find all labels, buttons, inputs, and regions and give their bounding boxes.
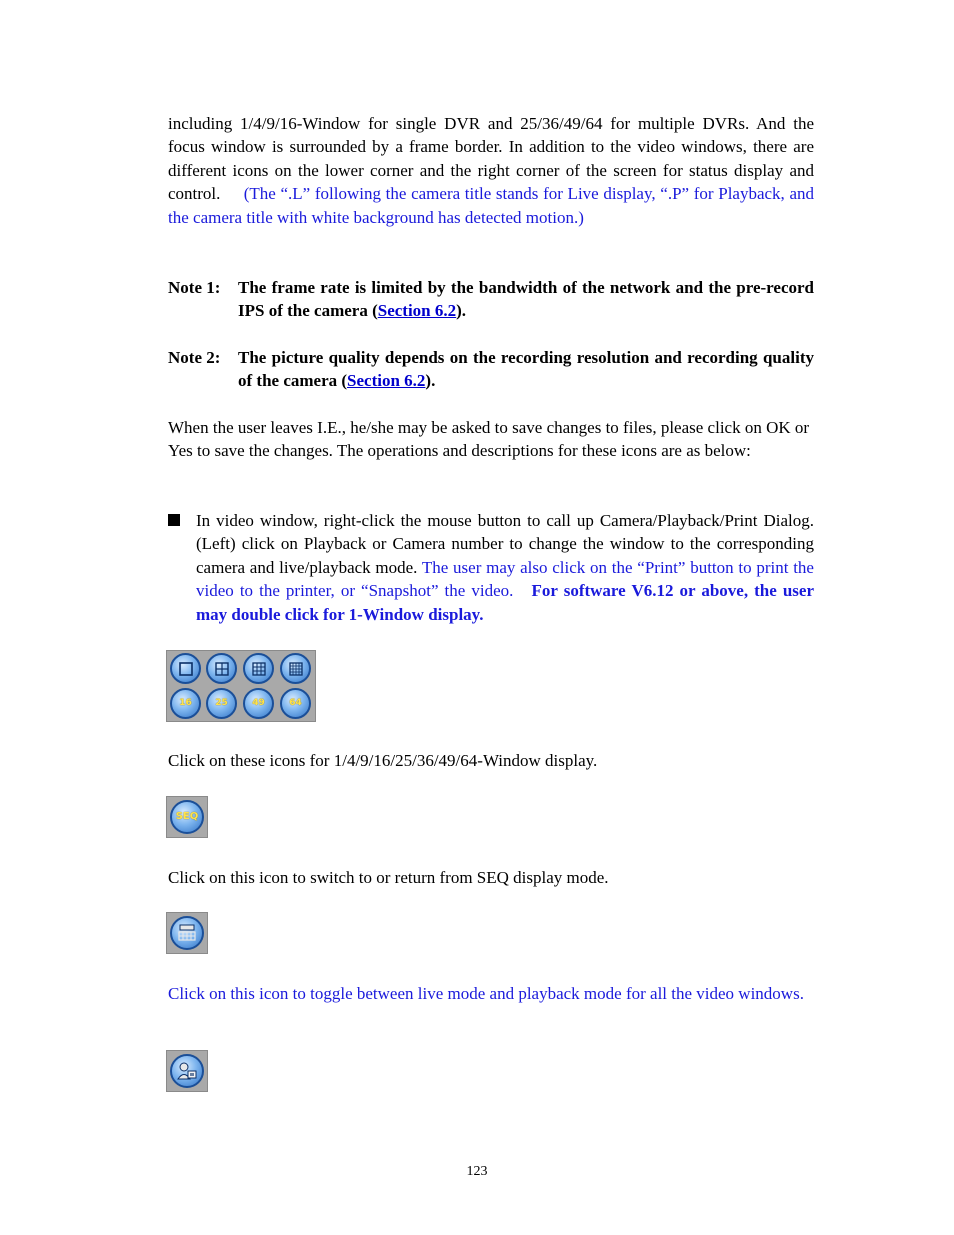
sixteen-window-icon[interactable] — [280, 653, 311, 684]
bullet-text: In video window, right-click the mouse button to call up Camera/Playback/Print Dialog. (Left) click on Playback or Camera number to change the window to the corresponding camera and live/playback mode. — [196, 511, 814, 577]
page-number: 123 — [466, 1164, 488, 1179]
note-2 — [168, 346, 814, 393]
bullet-blue-bold-text: For software V6.12 or above, the user may double click for 1-Window display. — [196, 581, 815, 624]
note-2-body — [238, 346, 814, 393]
window-64-icon[interactable] — [280, 688, 311, 719]
note-1-text-a: The frame rate is limited by the bandwidth of the network and the pre-record IPS of the camera ( — [238, 278, 814, 321]
seq-icon-label: SEQ — [175, 811, 199, 823]
note-2-text-b: ). — [425, 371, 436, 391]
window-49-icon[interactable] — [243, 688, 274, 719]
caption-toggle: Click on this icon to toggle between live mode and playback mode for all the video windows. — [168, 984, 804, 1003]
note-2-section-link[interactable]: Section 6.2 — [347, 371, 426, 391]
window-icon-label: 64 — [289, 697, 302, 708]
caption-seq: Click on this icon to switch to or return from SEQ display mode. — [168, 868, 609, 887]
seq-icon-panel — [166, 796, 208, 838]
note-1-body — [238, 276, 814, 323]
note-2-label: Note 2: — [168, 348, 221, 367]
window-16-multi-icon[interactable] — [170, 688, 201, 719]
note-1-text-b: ). — [456, 301, 467, 321]
user-icon[interactable] — [170, 1054, 204, 1088]
one-window-icon[interactable] — [170, 653, 201, 684]
window-icon-label: 16 — [179, 697, 192, 708]
user-icon-panel — [166, 1050, 208, 1092]
toggle-icon-panel — [166, 912, 208, 954]
intro-paragraph — [168, 112, 814, 229]
nine-window-icon[interactable] — [243, 653, 274, 684]
window-25-icon[interactable] — [206, 688, 237, 719]
bullet-blue-text: The user may also click on the “Print” button to print the video to the printer, or “Snapshot” the video. — [196, 557, 814, 601]
four-window-icon[interactable] — [206, 653, 237, 684]
live-playback-toggle-icon[interactable] — [170, 916, 204, 950]
seq-icon[interactable] — [170, 800, 204, 834]
window-icon-label: 25 — [215, 697, 228, 708]
intro-blue-text: (The “.L” following the camera title stands for Live display, “.P” for Playback, and the camera title with white background has detected motion.) — [168, 184, 815, 227]
bullet-square-icon — [168, 514, 180, 526]
note-2-text-a: The picture quality depends on the recording resolution and recording quality of the camera ( — [238, 348, 814, 391]
window-layout-icons — [166, 650, 316, 722]
note-1-section-link[interactable]: Section 6.2 — [377, 301, 457, 321]
leave-ie-paragraph: When the user leaves I.E., he/she may be asked to save changes to files, please click on OK or Yes to save the changes. The operations and descriptions for these icons are as below: — [168, 418, 810, 461]
note-1-label: Note 1: — [168, 278, 221, 297]
window-icon-label: 49 — [252, 697, 265, 708]
note-1 — [168, 276, 814, 323]
bullet-paragraph — [196, 509, 814, 626]
intro-text: including 1/4/9/16-Window for single DVR and 25/36/49/64 for multiple DVRs. And the focus window is surrounded by a frame border. In addition to the video windows, there are different icons on the lower corner and the right corner of the screen for status display and control. — [168, 114, 814, 204]
caption-window-icons: Click on these icons for 1/4/9/16/25/36/49/64-Window display. — [168, 751, 598, 770]
